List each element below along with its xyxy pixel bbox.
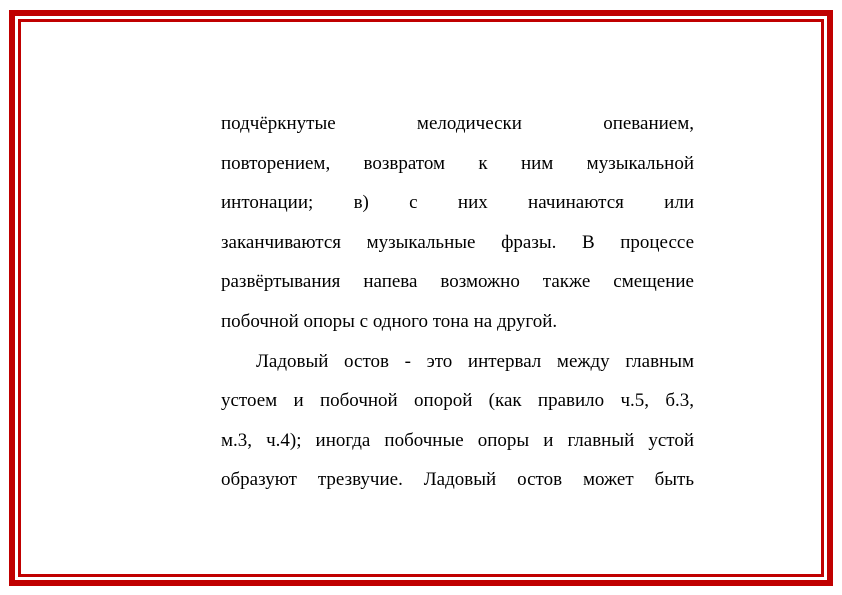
text-line-2: повторением, возвратом к ним музыкальной [221,152,694,174]
text-line-5: развёртывания напева возможно также смещение [221,271,694,293]
text-line-8: устоем и побочной опорой (как правило ч.5, б.3, [221,390,694,412]
text-line-6: побочной опоры с одного тона на другой. [221,310,558,332]
text-line-3: интонации; в) с них начинаются или [221,192,694,214]
text-line-10: образуют трезвучие. Ладовый остов может быть [221,469,694,491]
text-line-4: заканчиваются музыкальные фразы. В процессе [221,231,694,253]
document-body [221,104,694,500]
text-line-9: м.3, ч.4); иногда побочные опоры и главный устой [221,429,694,451]
text-line-1: подчёркнутые мелодически опеванием, [221,113,694,134]
text-line-7: Ладовый остов - это интервал между главным [256,350,694,372]
